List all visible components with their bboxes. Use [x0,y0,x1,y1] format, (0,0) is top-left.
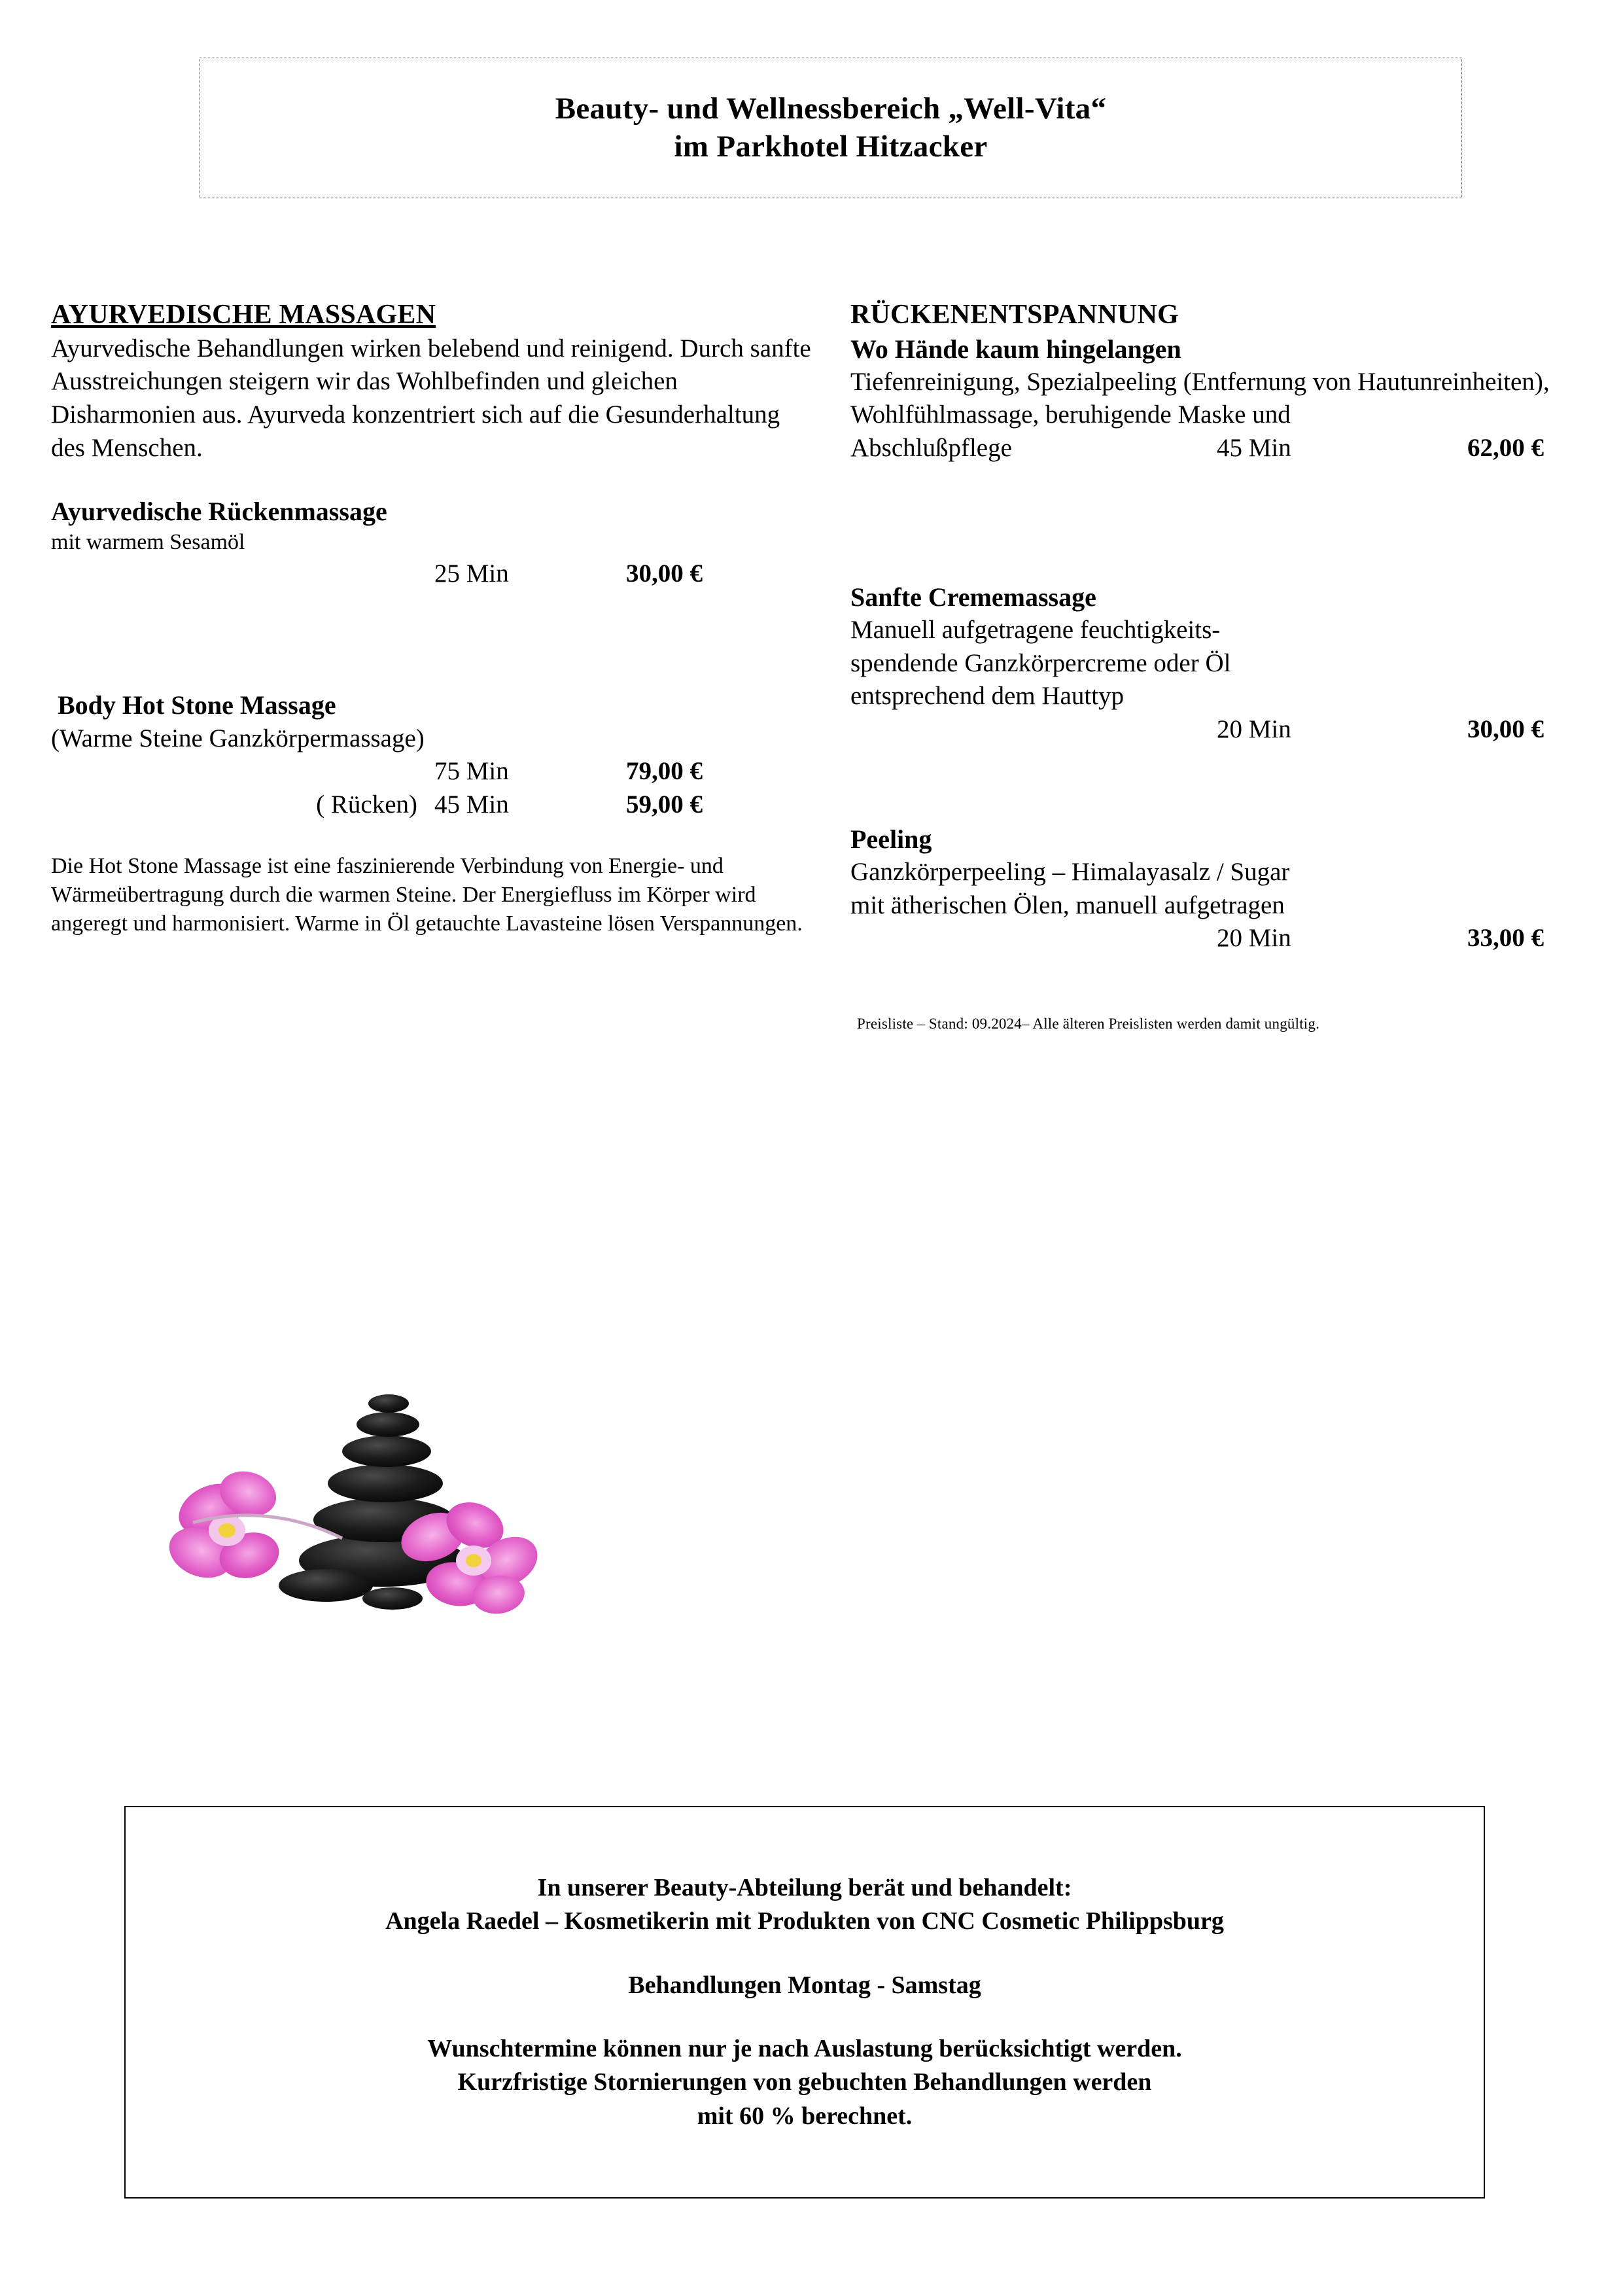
price-row-duration: 20 Min [1217,924,1291,953]
price-row-amount: 62,00 € [1467,434,1544,463]
price-row-amount: 30,00 € [1467,715,1544,743]
ayurveda-intro-text: Ayurvedische Behandlungen wirken belebend und reinigend. Durch sanfte Ausstreichungen steigern wir das Wohlbefinden und gleichen Disharmonien aus. Ayurveda konzentriert sich auf die Gesunderhaltung des Menschen. [51,334,811,462]
price-row-duration: 45 Min [434,790,509,819]
treatment-description-line-1: Manuell aufgetragene feuchtigkeits- [850,615,1221,644]
footer-box [124,1806,1485,2199]
section-title-rueckenentspannung: RÜCKENENTSPANNUNG [850,300,1179,330]
treatment-name-ayurvedische-rueckenmassage: Ayurvedische Rückenmassage [51,497,387,527]
page-title-line-1: Beauty- und Wellnessbereich „Well-Vita“ [555,92,1107,126]
price-row-amount: 33,00 € [1467,924,1544,953]
price-row-amount: 79,00 € [626,757,703,786]
treatment-name-body-hot-stone-massage: Body Hot Stone Massage [58,690,336,720]
price-row-lead: Abschlußpflege [850,434,1012,463]
treatment-description-line-2: spendende Ganzkörpercreme oder Öl [850,648,1231,677]
price-row-duration: 25 Min [434,559,509,588]
footer-line-2: Angela Raedel – Kosmetikerin mit Produkten von CNC Cosmetic Philippsburg [385,1907,1224,1935]
price-row [51,788,816,822]
right-column [850,298,1590,1034]
price-row-duration: 75 Min [434,757,509,786]
price-row-amount: 30,00 € [626,559,703,588]
treatment-name-wo-haende-kaum-hingelangen: Wo Hände kaum hingelangen [850,334,1181,364]
treatment-note-body-hot-stone-massage: (Warme Steine Ganzkörpermassage) [51,724,425,752]
price-row-duration: 20 Min [1217,715,1291,743]
price-row [51,755,816,788]
footer-line-4: Wunschtermine können nur je nach Auslastung berücksichtigt werden. [427,2035,1182,2062]
treatment-name-sanfte-crememassage: Sanfte Crememassage [850,582,1096,612]
page-title-line-2: im Parkhotel Hitzacker [674,129,988,164]
price-row [850,432,1590,465]
treatment-description-line-1: Ganzkörperpeeling – Himalayasalz / Sugar [850,857,1290,886]
price-row-duration: 45 Min [1217,434,1291,463]
treatment-note-ayurvedische-rueckenmassage: mit warmem Sesamöl [51,530,245,555]
footer-line-1: In unserer Beauty-Abteilung berät und behandelt: [537,1874,1072,1902]
orchid-flower-left [167,1464,284,1587]
treatment-description-line-2: Wohlfühlmassage, beruhigende Maske und [850,400,1291,429]
treatment-description-line-3: entsprechend dem Hauttyp [850,682,1125,711]
hot-stone-description: Die Hot Stone Massage ist eine faszinierende Verbindung von Energie- und Wärmeübertragung durch die warmen Steine. Der Energiefluss im Körper wird angeregt und harmonisiert. Warme in Öl getauchte Lavasteine lösen Verspannungen. [51,853,803,936]
treatment-name-peeling: Peeling [850,824,932,854]
left-column [51,298,816,938]
price-row [850,922,1590,955]
price-row-amount: 59,00 € [626,790,703,819]
price-row [850,713,1590,747]
header-box [200,58,1462,198]
footer-line-5: Kurzfristige Stornierungen von gebuchten Behandlungen werden [457,2068,1152,2096]
zen-stones-orchids-photo [167,1345,644,1639]
price-row-lead: ( Rücken) [316,790,417,819]
section-title-ayurveda: AYURVEDISCHE MASSAGEN [51,300,436,330]
footer-line-6: mit 60 % berechnet. [697,2102,913,2130]
price-list-validity-note: Preisliste – Stand: 09.2024– Alle älteren Preislisten werden damit ungültig. [857,1015,1320,1032]
price-row [51,557,816,591]
treatment-description-line-2: mit ätherischen Ölen, manuell aufgetragen [850,891,1285,919]
footer-line-3: Behandlungen Montag - Samstag [628,1971,981,1999]
treatment-description-line-1: Tiefenreinigung, Spezialpeeling (Entfernung von Hautunreinheiten), [850,367,1550,396]
